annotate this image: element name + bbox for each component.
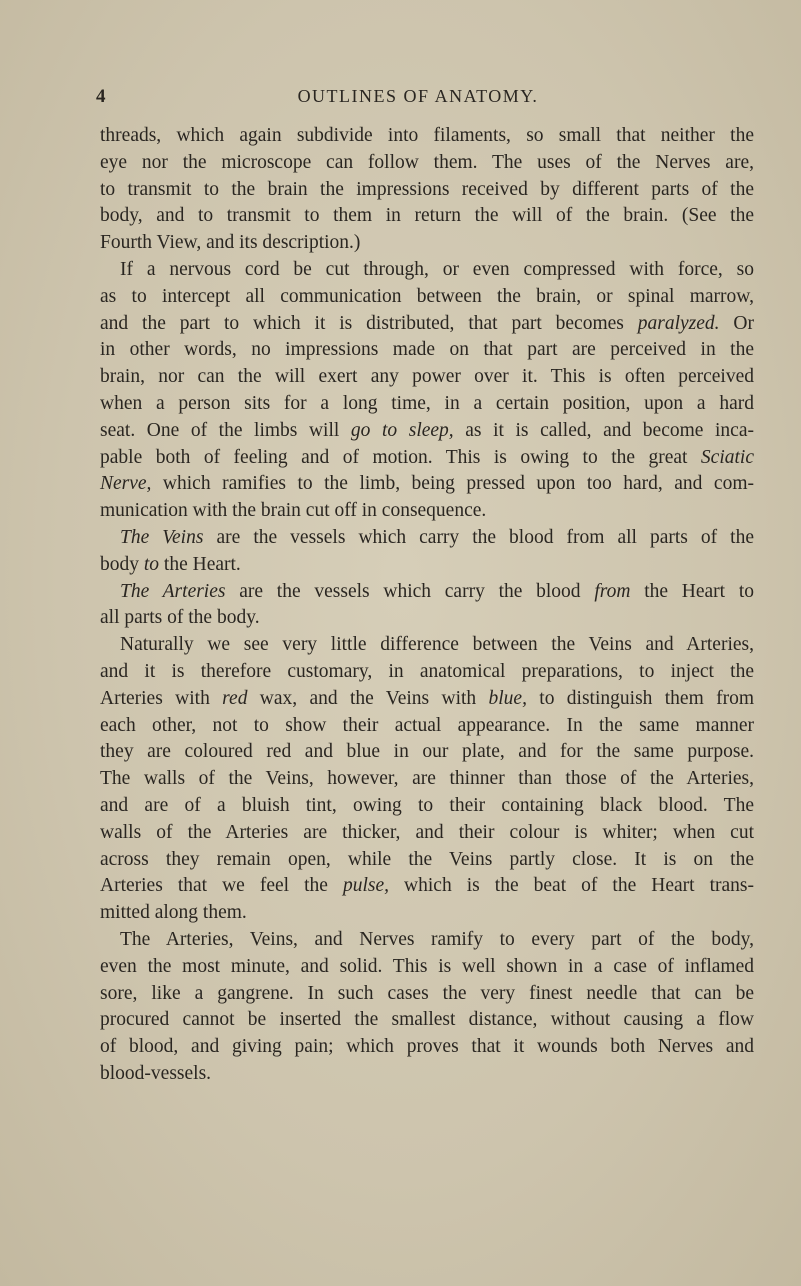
text-run: seat. One of the limbs will — [100, 419, 351, 441]
text-run: pable both of feeling and of motion. This is owing to the great — [100, 446, 701, 468]
italic-text: from — [594, 580, 631, 602]
italic-text: paralyzed. — [637, 312, 720, 334]
paragraph-start — [100, 579, 754, 606]
page-header — [96, 86, 740, 112]
text-line — [100, 418, 754, 445]
italic-text: pulse, — [342, 875, 390, 897]
text-line: brain, nor can the will exert any power over it. This is often perceived — [100, 366, 754, 388]
text-run: are the vessels which carry the blood from all parts of the — [203, 526, 754, 548]
text-line — [100, 686, 754, 713]
text-run: which ramifies to the limb, being pressed upon too hard, and com- — [151, 473, 754, 495]
italic-text: red — [222, 687, 248, 709]
italic-text: The Arteries — [120, 580, 226, 602]
text-line: blood-vessels. — [100, 1062, 212, 1084]
text-line: threads, which again subdivide into filaments, so small that neither the — [100, 125, 754, 146]
text-line: across they remain open, while the Veins partly close. It is on the — [100, 848, 754, 870]
text-line: all parts of the body. — [100, 607, 260, 629]
paragraph-start: Naturally we see very little difference between the Veins and Arteries, — [120, 634, 754, 656]
text-run: Arteries that we feel the — [100, 875, 343, 897]
text-run: which is the beat of the Heart trans- — [389, 875, 755, 897]
text-run: the Heart to — [630, 580, 754, 602]
text-run: Or — [719, 312, 754, 334]
text-line — [100, 873, 754, 900]
text-line — [100, 552, 754, 579]
text-line: in other words, no impressions made on that part are perceived in the — [100, 339, 754, 361]
text-run: and the part to which it is distributed, that part becomes — [100, 312, 638, 334]
text-run: the Heart. — [159, 553, 241, 575]
text-line: as to intercept all communication between the brain, or spinal marrow, — [100, 285, 754, 307]
italic-text: go to sleep, — [350, 419, 454, 441]
text-line: of blood, and giving pain; which proves that it wounds both Nerves and — [100, 1036, 754, 1058]
text-run: Arteries with — [100, 687, 223, 709]
text-run: to distinguish them from — [526, 687, 754, 709]
text-line: walls of the Arteries are thicker, and their colour is whiter; when cut — [100, 821, 754, 843]
text-line: when a person sits for a long time, in a certain position, upon a hard — [100, 392, 754, 414]
italic-text: to — [143, 553, 160, 575]
text-line: mitted along them. — [100, 902, 247, 924]
text-line: body, and to transmit to them in return the will of the brain. (See the — [100, 205, 754, 227]
text-line: each other, not to show their actual appearance. In the same manner — [100, 714, 754, 736]
text-line: they are coloured red and blue in our plate, and for the same purpose. — [100, 741, 754, 763]
text-line: sore, like a gangrene. In such cases the very finest needle that can be — [100, 982, 754, 1004]
italic-text: blue, — [488, 687, 527, 709]
text-run: body — [100, 553, 144, 575]
text-line — [100, 471, 754, 498]
page-number: 4 — [96, 86, 107, 107]
text-line: and it is therefore customary, in anatomical preparations, to inject the — [100, 660, 754, 682]
text-line: procured cannot be inserted the smallest distance, without causing a flow — [100, 1009, 754, 1031]
text-line: and are of a bluish tint, owing to their containing black blood. The — [100, 794, 754, 816]
paragraph-start: If a nervous cord be cut through, or even compressed with force, so — [120, 258, 754, 280]
body-text — [100, 123, 754, 1088]
running-head: OUTLINES OF ANATOMY. — [297, 86, 539, 106]
text-line: Fourth View, and its description.) — [100, 232, 361, 254]
text-line: even the most minute, and solid. This is well shown in a case of inflamed — [100, 955, 754, 977]
text-run: wax, and the Veins with — [247, 687, 489, 709]
text-run: are the vessels which carry the blood — [225, 580, 595, 602]
italic-text: The Veins — [120, 526, 204, 548]
text-line — [100, 445, 754, 472]
text-line: munication with the brain cut off in consequence. — [100, 500, 487, 522]
text-line: eye nor the microscope can follow them. The uses of the Nerves are, — [100, 151, 754, 173]
text-line — [100, 311, 754, 338]
italic-text: Sciatic — [700, 446, 754, 468]
italic-text: Nerve, — [100, 473, 152, 495]
paragraph-start: The Arteries, Veins, and Nerves ramify to every part of the body, — [120, 928, 754, 950]
paragraph-start — [100, 525, 754, 552]
text-line: The walls of the Veins, however, are thinner than those of the Arteries, — [100, 768, 754, 790]
text-line: to transmit to the brain the impressions received by different parts of the — [100, 178, 754, 200]
text-run: as it is called, and become inca- — [453, 419, 754, 441]
